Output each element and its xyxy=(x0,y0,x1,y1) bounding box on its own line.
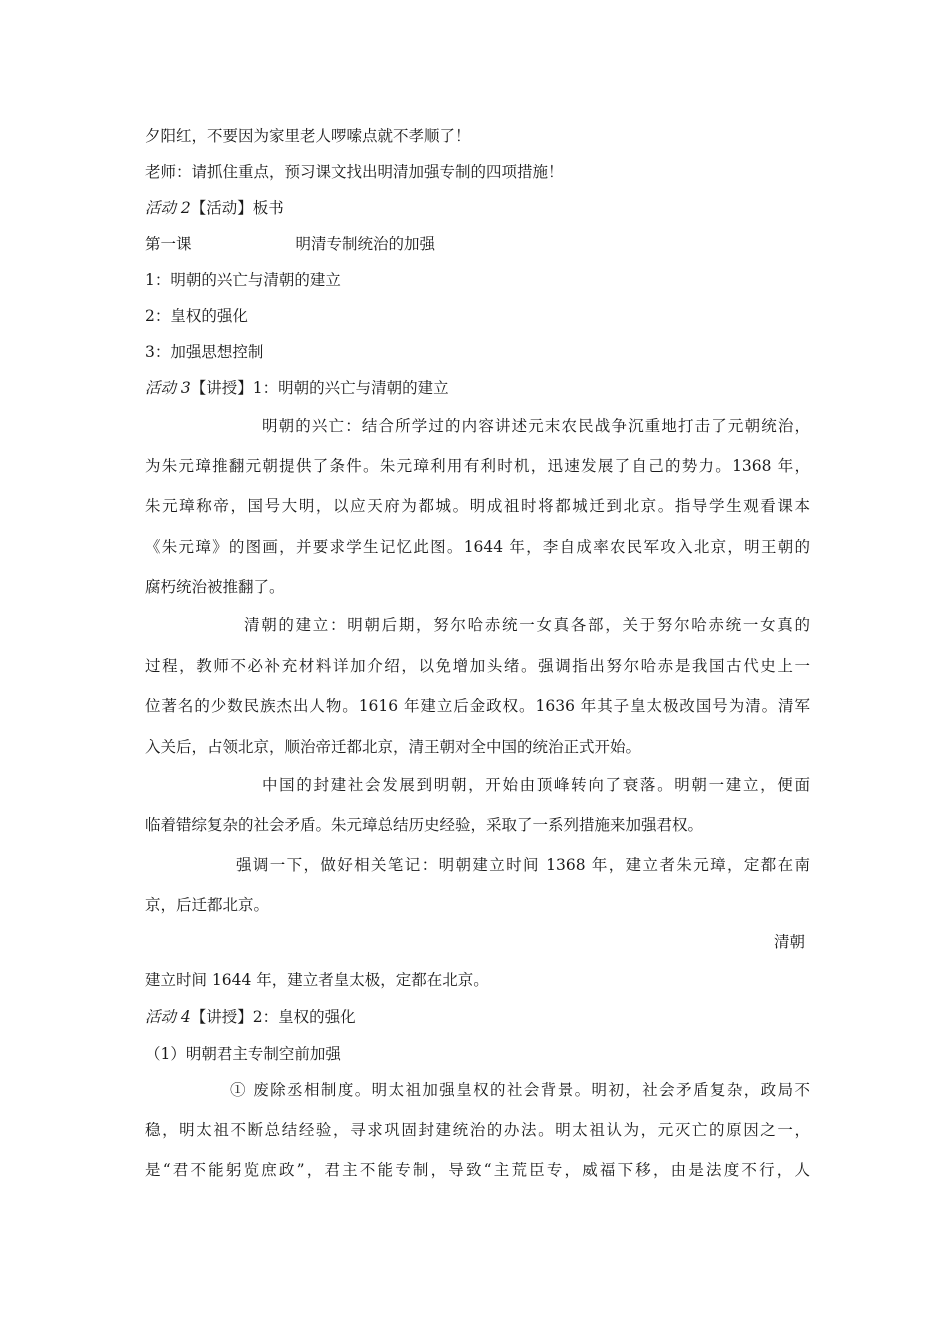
text-line: 老师：请抓住重点，预习课文找出明清加强专制的四项措施！ xyxy=(145,163,564,181)
paragraph-line: 朱元璋称帝，国号大明，以应天府为都城。明成祖时将都城迁到北京。指导学生观看课本 xyxy=(145,497,810,515)
paragraph-line: 临着错综复杂的社会矛盾。朱元璋总结历史经验，采取了一系列措施来加强君权。 xyxy=(145,816,704,834)
paragraph-line: 是“君不能躬览庶政”，君主不能专制，导致“主荒臣专，威福下移，由是法度不行，人 xyxy=(145,1161,810,1179)
paragraph-line: 中国的封建社会发展到明朝，开始由顶峰转向了衰落。明朝一建立，便面 xyxy=(262,776,810,794)
paragraph-line: 建立时间 1644 年，建立者皇太极，定都在北京。 xyxy=(145,971,489,989)
text-line: 夕阳红，不要因为家里老人啰嗦点就不孝顺了！ xyxy=(145,127,471,145)
paragraph-line: 为朱元璋推翻元朝提供了条件。朱元璋利用有利时机，迅速发展了自己的势力。1368 年， xyxy=(145,457,810,475)
activity-2-heading xyxy=(145,198,810,218)
subheading: （1）明朝君主专制空前加强 xyxy=(145,1045,341,1063)
outline-item: 2：皇权的强化 xyxy=(145,307,248,325)
paragraph-line: 《朱元璋》的图画，并要求学生记忆此图。1644 年，李自成率农民军攻入北京，明王朝的 xyxy=(145,538,810,556)
activity-3-heading xyxy=(145,378,810,398)
paragraph-line: 明朝的兴亡：结合所学过的内容讲述元末农民战争沉重地打击了元朝统治， xyxy=(262,417,810,435)
paragraph-line: 入关后，占领北京，顺治帝迁都北京，清王朝对全中国的统治正式开始。 xyxy=(145,738,642,756)
paragraph-line: 强调一下，做好相关笔记：明朝建立时间 1368 年，建立者朱元璋，定都在南 xyxy=(236,856,810,874)
paragraph-line: 过程，教师不必补充材料详加介绍，以免增加头绪。强调指出努尔哈赤是我国古代史上一 xyxy=(145,657,810,675)
paragraph-line: 清朝的建立：明朝后期，努尔哈赤统一女真各部，关于努尔哈赤统一女真的 xyxy=(244,616,810,634)
paragraph-line: 京，后迁都北京。 xyxy=(145,896,270,914)
activity-title: 【讲授】2：皇权的强化 xyxy=(190,1008,356,1026)
lesson-title: 明清专制统治的加强 xyxy=(295,235,436,253)
paragraph-line: 清朝 xyxy=(773,933,805,951)
activity-title: 【讲授】1：明朝的兴亡与清朝的建立 xyxy=(190,379,449,397)
paragraph-line: ① 废除丞相制度。明太祖加强皇权的社会背景。明初，社会矛盾复杂，政局不 xyxy=(230,1081,810,1099)
outline-item: 3：加强思想控制 xyxy=(145,343,264,361)
paragraph-line: 稳，明太祖不断总结经验，寻求巩固封建统治的办法。明太祖认为，元灭亡的原因之一， xyxy=(145,1121,810,1139)
paragraph-line: 腐朽统治被推翻了。 xyxy=(145,578,285,596)
activity-label: 活动 3 xyxy=(145,379,191,397)
outline-item: 1：明朝的兴亡与清朝的建立 xyxy=(145,271,341,289)
lesson-title-line xyxy=(145,234,810,254)
activity-label: 活动 2 xyxy=(145,199,191,217)
activity-label: 活动 4 xyxy=(145,1008,191,1026)
lesson-number: 第一课 xyxy=(145,235,192,253)
activity-4-heading xyxy=(145,1007,810,1027)
activity-title: 【活动】板书 xyxy=(190,199,284,217)
paragraph-line: 位著名的少数民族杰出人物。1616 年建立后金政权。1636 年其子皇太极改国号为清。清军 xyxy=(145,697,810,715)
